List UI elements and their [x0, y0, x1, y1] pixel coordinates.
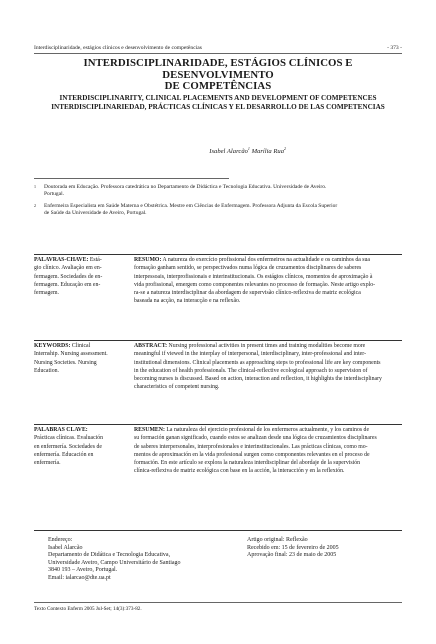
bottom-rule: [34, 602, 402, 603]
contact-line: 3840 193 – Aveiro, Portugal.: [48, 567, 118, 574]
running-title: Interdisciplinaridade, estágios clínicos e desenvolvimento de competências: [34, 45, 202, 51]
section-rule: [34, 424, 402, 425]
keywords-line: Clinical: [71, 343, 91, 349]
abstract-line: baseada na acção, na interacção e na reflexão.: [134, 298, 241, 305]
abstract-line: in the education of health professionals. The clinical-reflective ecological approach to supervision of: [134, 367, 368, 374]
abstract-line: La naturaleza del ejercicio profesional de los enfermeros actualmente, y los caminos de: [166, 427, 370, 433]
contact-line: Endereço:: [48, 537, 73, 543]
contact-email: Email: ialarcao@dte.ua.pt: [48, 574, 111, 581]
section-rule: [34, 340, 402, 341]
keywords-line: enfermería.: [34, 460, 61, 467]
abstract-line: clínica-reflexiva de matriz ecológica con base en la acción, la interacción y en la reflexión.: [134, 468, 345, 475]
abstract-line: formación. En este artículo se explora la naturaleza interdisciplinar del abordaje de la supervisión: [134, 460, 360, 467]
author-mark: 2: [284, 146, 286, 151]
title-spanish: INTERDISCIPLINARIEDAD, PRÁCTICAS CLÍNICAS Y EL DESARROLLO DE LAS COMPETENCIAS: [51, 102, 385, 111]
keywords-heading: PALABRAS CLAVE:: [34, 427, 88, 433]
keywords-english: [34, 342, 123, 375]
affiliation: [34, 203, 402, 217]
title-portuguese: [34, 58, 402, 93]
approval-date: Aprovação final: 23 de maio de 2005: [247, 552, 337, 559]
affiliation: [34, 184, 402, 198]
title-block: [34, 58, 402, 111]
authors: [209, 146, 286, 155]
author-name: Marília Rua: [251, 148, 284, 156]
keywords-line: fermagem. Sociedades de en-: [34, 273, 103, 280]
abstract-english: [134, 342, 402, 392]
abstract-line: formação ganham sentido, se perspectivados numa lógica de cruzamentos disciplinares de saberes: [134, 265, 362, 272]
article-dates: [247, 537, 339, 560]
section-rule: [34, 254, 402, 255]
keywords-line: fermagem.: [34, 290, 59, 297]
affiliation-mark: 1: [34, 184, 36, 189]
keywords-line: en enfermería. Sociedades de: [34, 443, 102, 450]
contact-line: Departamento de Didática e Tecnologia Educativa,: [48, 552, 171, 559]
affiliation-text-line: Enfermeira Especialista em Saúde Materna e Obstétrica. Mestre em Ciências de Enfermagem. Professora Adjunta da Escola Superior: [44, 203, 338, 209]
abstract-portuguese: [134, 256, 402, 306]
keywords-heading: KEYWORDS:: [34, 343, 71, 349]
keywords-line: Nursing Societies. Nursing: [34, 359, 97, 366]
keywords-line: Education.: [34, 367, 59, 374]
contact-line: Isabel Alarcão: [48, 544, 83, 551]
title-portuguese-line2: DE COMPETÊNCIAS: [164, 80, 272, 92]
article-type: Artigo original: Reflexão: [247, 537, 308, 543]
keywords-line: Internship. Nursing assessment.: [34, 351, 108, 358]
abstract-line: characteristics of competent nursing.: [134, 384, 220, 391]
abstract-heading: RESUMO:: [134, 257, 162, 263]
abstract-line: su formación ganan significado, cuando estos se analizan desde una lógica de cruzamientos disciplinares: [134, 435, 377, 442]
affiliation-rule: [34, 178, 229, 179]
abstract-line: ra-se a natureza interdisciplinar da abordagem de supervisão clínico-reflexiva de matriz ecológica: [134, 290, 361, 297]
affiliation-text-line: Portugal.: [44, 191, 65, 198]
page-number: - 373 -: [387, 45, 402, 51]
keywords-line: Prácticas clínicas. Evaluación: [34, 435, 104, 442]
abstract-spanish: [134, 426, 402, 476]
abstract-line: interpessoais, interprofissionais e interinstitucionais. Os estágios clínicos, momentos de aproximação à: [134, 273, 373, 280]
journal-citation: Texto Contexto Enferm 2005 Jul-Set; 14(3):373-82.: [34, 606, 142, 612]
abstract-line: A natureza do exercício profissional dos enfermeiros na actualidade e os caminhos da sua: [162, 257, 371, 263]
abstract-line: Nursing professional activities in present times and training modalities become more: [168, 343, 366, 349]
affiliation-mark: 2: [34, 203, 36, 208]
abstract-line: mentos de aproximación en la vida profesional surgen como componentes relevantes en el proceso de: [134, 451, 370, 458]
affiliation-text-line: de Saúde da Universidade de Aveiro, Portugal.: [44, 210, 147, 217]
author-name: Isabel Alarcão: [209, 148, 248, 156]
received-date: Recebido em: 15 de fevereiro de 2005: [247, 544, 339, 551]
abstract-line: becoming nurses is discussed. Based on action, interaction and reflection, it highlights the interdisciplinary: [134, 376, 382, 383]
abstract-line: institutional dimensions. Clinical placements as approaching steps to professional life are key components: [134, 359, 381, 366]
abstract-line: de saberes interpersonales, interprofesionales e interinstitucionales. Las prácticas clínicas, como mo-: [134, 443, 368, 450]
author-mark: 1: [247, 146, 250, 151]
keywords-line: Está-: [89, 257, 102, 263]
contact-line: Universidade Aveiro, Campo Universitário de Santiago: [48, 559, 181, 566]
keywords-heading: PALAVRAS-CHAVE:: [34, 257, 89, 263]
header-rule: [34, 53, 402, 54]
footer-rule: [34, 530, 402, 531]
title-english: INTERDISCIPLINARITY, CLINICAL PLACEMENTS AND DEVELOPMENT OF COMPETENCES: [59, 94, 377, 102]
keywords-line: gio clínico. Avaliação em en-: [34, 265, 102, 272]
contact-address: [48, 537, 181, 583]
keywords-line: enfermería. Educación en: [34, 451, 94, 458]
abstract-line: vida profissional, emergem como componentes relevantes no processo de formação. Neste artigo explo-: [134, 281, 376, 288]
title-portuguese-line1: INTERDISCIPLINARIDADE, ESTÁGIOS CLÍNICOS E DESENVOLVIMENTO: [83, 57, 353, 81]
abstract-heading: ABSTRACT:: [134, 343, 168, 349]
running-header: [34, 45, 402, 51]
abstract-line: meaningful if viewed in the interplay of interpersonal, interdisciplinary, inter-professional and inter-: [134, 351, 366, 358]
keywords-portuguese: [34, 256, 123, 297]
keywords-line: fermagem. Educação em en-: [34, 281, 101, 288]
affiliation-text-line: Doutorada em Educação. Professora catedrática no Departamento de Didáctica e Tecnologia Educativa. Universidade de Aveiro.: [44, 184, 327, 190]
keywords-spanish: [34, 426, 123, 467]
abstract-heading: RESUMEN:: [134, 427, 165, 433]
